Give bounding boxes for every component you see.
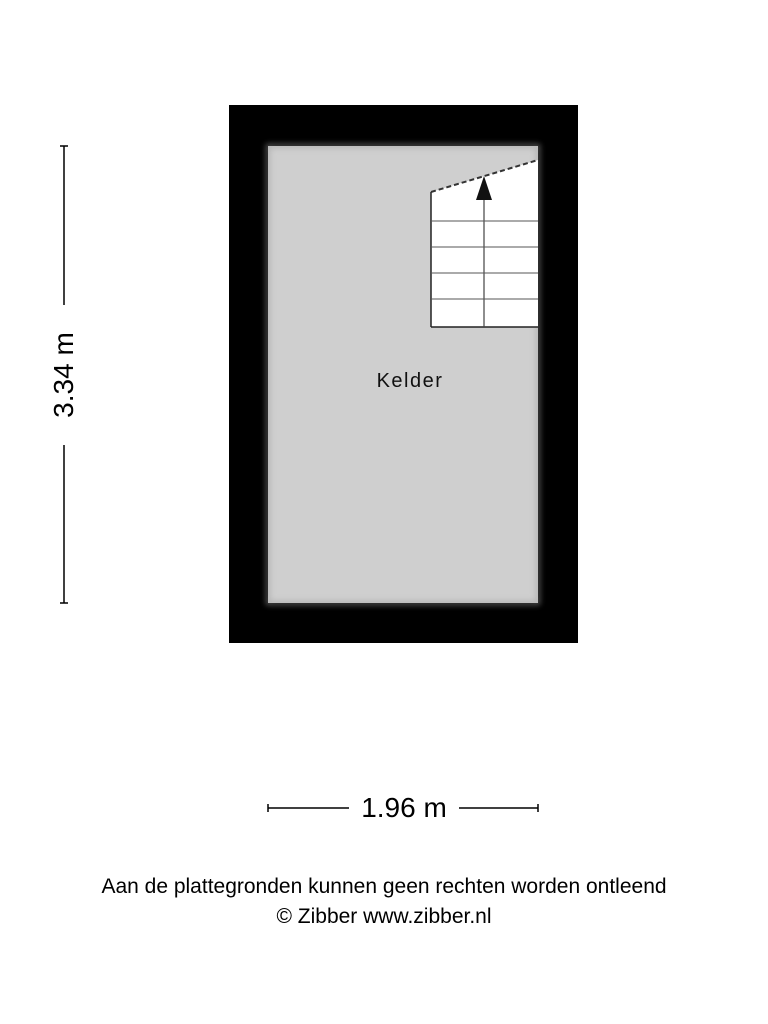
height-dimension-label: 3.34 m (46, 305, 82, 445)
copyright-text: © Zibber www.zibber.nl (276, 905, 492, 928)
width-dimension-label: 1.96 m (349, 790, 459, 826)
footer (0, 872, 768, 932)
disclaimer-text: Aan de plattegronden kunnen geen rechten worden ontleend (101, 875, 667, 898)
room-label: Kelder (376, 370, 444, 392)
